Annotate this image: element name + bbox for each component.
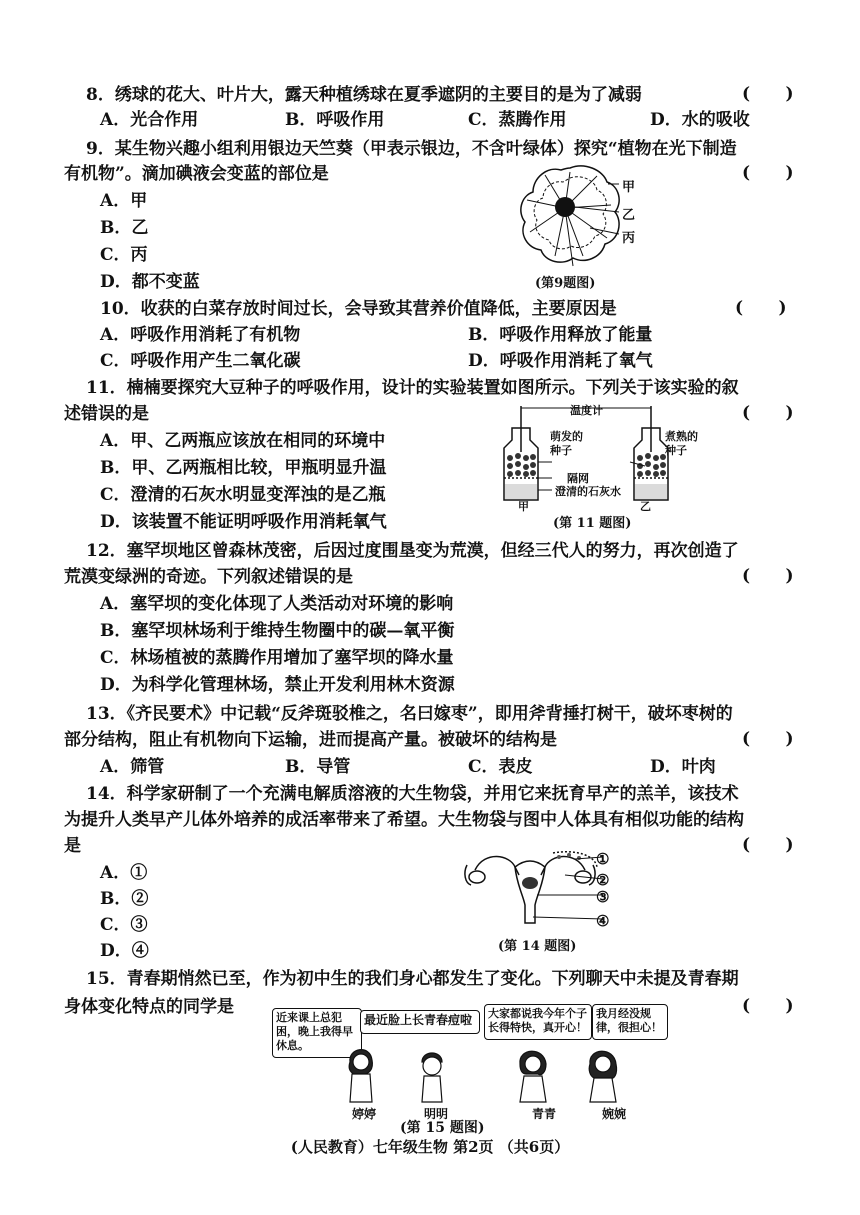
- q11-label-thermometer: 温度计: [570, 404, 603, 417]
- q10-option-a: A．呼吸作用消耗了有机物: [100, 325, 301, 345]
- q15-caption: (第 15 题图): [400, 1120, 485, 1136]
- q15-name-tingting: 婷婷: [352, 1107, 377, 1121]
- q10-option-b: B．呼吸作用释放了能量: [468, 325, 653, 345]
- q15-bubble-wanwan: 我月经没规律，很担心！: [592, 1004, 668, 1040]
- q14-stem-line2: 为提升人类早产儿体外培养的成活率带来了希望。大生物袋与图中人体具有相似功能的结构: [64, 810, 744, 830]
- q10-stem: 10．收获的白菜存放时间过长，会导致其营养价值降低，主要原因是: [100, 299, 617, 319]
- q10-option-c: C．呼吸作用产生二氧化碳: [100, 351, 301, 371]
- q14-option-d: D．④: [100, 941, 149, 961]
- q15-answer-paren: ( ): [742, 996, 794, 1016]
- q14-stem-line3: 是: [64, 836, 81, 856]
- q8-answer-paren: ( ): [742, 84, 794, 104]
- q11-answer-paren: ( ): [742, 403, 794, 423]
- q9-option-a: A．甲: [100, 191, 148, 211]
- q11-stem-line2: 述错误的是: [64, 404, 149, 424]
- q15-bubble-mingming: 最近脸上长青春痘啦: [360, 1010, 480, 1034]
- q11-option-d: D．该装置不能证明呼吸作用消耗氧气: [100, 512, 387, 532]
- q10-option-d: D．呼吸作用消耗了氧气: [468, 351, 653, 371]
- q13-stem-line1: 13．《齐民要术》中记载“反斧斑驳椎之，名曰嫁枣”，即用斧背捶打树干，破坏枣树的: [86, 704, 733, 724]
- q9-option-d: D．都不变蓝: [100, 272, 200, 292]
- q12-answer-paren: ( ): [742, 566, 794, 586]
- q8-option-a: A．光合作用: [100, 110, 199, 130]
- q9-label-jia: 甲: [622, 180, 636, 195]
- q10-answer-paren: ( ): [735, 298, 787, 318]
- q12-stem-line1: 12．塞罕坝地区曾森林茂密，后因过度围垦变为荒漠，但经三代人的努力，再次创造了: [86, 541, 739, 561]
- q9-label-bing: 丙: [622, 231, 636, 246]
- q13-option-a: A．筛管: [100, 757, 165, 777]
- q11-option-a: A．甲、乙两瓶应该放在相同的环境中: [100, 431, 386, 451]
- q15-stem-line1: 15．青春期悄然已至，作为初中生的我们身心都发生了变化。下列聊天中未提及青春期: [86, 969, 739, 989]
- q14-label-4: ④: [596, 912, 610, 930]
- q11-label-limewater: 澄清的石灰水: [555, 485, 621, 498]
- q14-stem-line1: 14．科学家研制了一个充满电解质溶液的大生物袋，并用它来抚育早产的羔羊，该技术: [86, 784, 739, 804]
- q11-caption: (第 11 题图): [553, 516, 632, 531]
- q9-stem-line1: 9．某生物兴趣小组利用银边天竺葵（甲表示银边，不含叶绿体）探究“植物在光下制造: [86, 139, 737, 159]
- q11-label-jia: 甲: [518, 500, 529, 513]
- q14-label-1: ①: [596, 850, 610, 868]
- q12-option-c: C．林场植被的蒸腾作用增加了塞罕坝的降水量: [100, 648, 454, 668]
- female-reproductive-system-figure: [455, 845, 615, 930]
- q13-option-d: D．叶肉: [650, 757, 716, 777]
- geranium-leaf-figure: [515, 160, 625, 270]
- q11-label-mesh: 隔网: [567, 472, 589, 485]
- q8-option-d: D．水的吸收: [650, 110, 750, 130]
- q12-option-d: D．为科学化管理林场，禁止开发利用林木资源: [100, 675, 455, 695]
- q15-name-wanwan: 婉婉: [602, 1107, 627, 1121]
- q14-option-a: A．①: [100, 863, 148, 883]
- q11-option-b: B．甲、乙两瓶相比较，甲瓶明显升温: [100, 458, 387, 478]
- q9-option-b: B．乙: [100, 218, 149, 238]
- q13-stem-line2: 部分结构，阻止有机物向下运输，进而提高产量。被破坏的结构是: [64, 730, 557, 750]
- q14-label-2: ②: [596, 871, 610, 889]
- q12-option-a: A．塞罕坝的变化体现了人类活动对环境的影响: [100, 594, 454, 614]
- q11-label-yi: 乙: [640, 500, 651, 513]
- q9-option-c: C．丙: [100, 245, 148, 265]
- q14-option-c: C．③: [100, 915, 148, 935]
- q15-name-mingming: 明明: [424, 1107, 449, 1121]
- q13-answer-paren: ( ): [742, 729, 794, 749]
- q8-option-c: C．蒸腾作用: [468, 110, 567, 130]
- q9-answer-paren: ( ): [742, 163, 794, 183]
- q15-stem-line2: 身体变化特点的同学是: [64, 997, 234, 1017]
- q13-option-b: B．导管: [285, 757, 351, 777]
- q9-caption: (第9题图): [535, 276, 596, 291]
- q12-stem-line2: 荒漠变绿洲的奇迹。下列叙述错误的是: [64, 567, 353, 587]
- q11-label-sprouting-2: 种子: [550, 444, 572, 457]
- q15-bubble-qingqing: 大家都说我今年个子长得特快，真开心！: [484, 1004, 592, 1040]
- q9-label-yi: 乙: [622, 208, 636, 223]
- q14-label-3: ③: [596, 888, 610, 906]
- q15-name-qingqing: 青青: [532, 1107, 557, 1121]
- q11-stem-line1: 11．楠楠要探究大豆种子的呼吸作用，设计的实验装置如图所示。下列关于该实验的叙: [86, 378, 739, 398]
- q11-option-c: C．澄清的石灰水明显变浑浊的是乙瓶: [100, 485, 386, 505]
- q15-bubble-tingting: 近来课上总犯困，晚上我得早休息。: [272, 1008, 362, 1058]
- q12-option-b: B．塞罕坝林场利于维持生物圈中的碳—氧平衡: [100, 621, 455, 641]
- page-footer: (人民教育）七年级生物 第2页 （共6页）: [290, 1138, 570, 1156]
- q14-answer-paren: ( ): [742, 835, 794, 855]
- q13-option-c: C．表皮: [468, 757, 533, 777]
- q14-option-b: B．②: [100, 889, 149, 909]
- students-cartoon-figure: [340, 1040, 640, 1110]
- q8-option-b: B．呼吸作用: [285, 110, 385, 130]
- q11-label-sprouting-1: 萌发的: [550, 430, 583, 443]
- q14-caption: (第 14 题图): [498, 939, 577, 954]
- q11-label-cooked-1: 煮熟的: [665, 430, 698, 443]
- q9-stem-line2: 有机物”。滴加碘液会变蓝的部位是: [64, 164, 329, 184]
- q11-label-cooked-2: 种子: [665, 444, 687, 457]
- q8-stem: 8．绣球的花大、叶片大，露天种植绣球在夏季遮阴的主要目的是为了减弱: [86, 85, 642, 105]
